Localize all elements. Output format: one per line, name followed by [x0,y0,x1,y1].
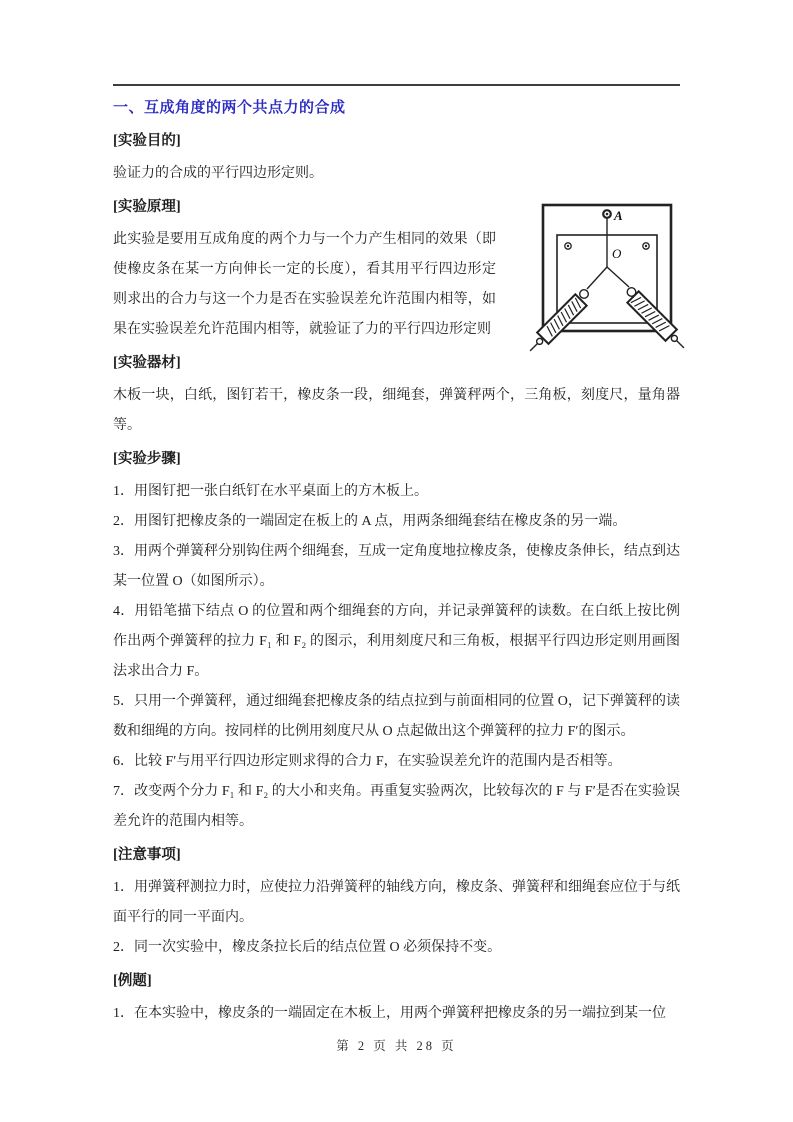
string-left [587,267,607,289]
section-label-examples: [例题] [113,973,152,989]
note-item-1: 1．用弹簧秤测拉力时，应使拉力沿弹簧秤的轴线方向，橡皮条、弹簧秤和细绳套应位于与纸面平行的同一平面内。 [113,880,680,925]
spring-scale-right [627,291,689,352]
step-item-1: 1．用图钉把一张白纸钉在水平桌面上的方木板上。 [113,484,428,499]
point-o-label: O [612,246,622,261]
header-rule [113,84,680,86]
section-label-purpose: [实验目的] [113,133,181,149]
section-label-notes: [注意事项] [113,847,181,863]
page-number-footer: 第 2 页 共 28 页 [336,1039,457,1053]
purpose-text: 验证力的合成的平行四边形定则。 [113,166,323,181]
step-item-4: 4．用铅笔描下结点 O 的位置和两个细绳套的方向，并记录弹簧秤的读数。在白纸上按比例作出两个弹簧秤的拉力 F₁ 和 F₂ 的图示，利用刻度尺和三角板，根据平行四边形定则用画图法求出合力 F。 [113,604,680,679]
point-a-label: A [614,208,623,223]
section-label-principle: [实验原理] [113,199,181,215]
step-item-7: 7．改变两个分力 F₁ 和 F₂ 的大小和夹角。再重复实验两次，比较每次的 F 与 F′是否在实验误差允许的范围内相等。 [113,784,680,829]
example-item-1: 1．在本实验中，橡皮条的一端固定在木板上，用两个弹簧秤把橡皮条的另一端拉到某一位 [113,1006,666,1021]
page-title: 一、互成角度的两个共点力的合成 [113,100,346,116]
anchor-pin-a [603,210,611,218]
apparatus-figure [508,200,704,352]
pin-icon [643,243,649,249]
step-item-6: 6．比较 F′与用平行四边形定则求得的合力 F，在实验误差允许的范围内是否相等。 [113,754,622,769]
principle-text: 此实验是要用互成角度的两个力与一个力产生相同的效果（即使橡皮条在某一方向伸长一定的长度），看其用平行四边形定则求出的合力与这一个力是否在实验误差允许范围内相等，如果在实验误差允许范围内相等，就验证了力的平行四边形定则 [113,232,496,337]
section-label-materials: [实验器材] [113,355,181,371]
step-item-5: 5．只用一个弹簧秤，通过细绳套把橡皮条的结点拉到与前面相同的位置 O，记下弹簧秤的读数和细绳的方向。按同样的比例用刻度尺从 O 点起做出这个弹簧秤的拉力 F′的图示。 [113,694,680,739]
section-label-steps: [实验步骤] [113,451,181,467]
step-item-2: 2．用图钉把橡皮条的一端固定在板上的 A 点，用两条细绳套结在橡皮条的另一端。 [113,514,627,529]
pin-icon [565,243,571,249]
string-right [607,267,629,287]
hook-left-icon [580,290,589,299]
step-item-3: 3．用两个弹簧秤分别钩住两个细绳套，互成一定角度地拉橡皮条，使橡皮条伸长，结点到达某一位置 O（如图所示）。 [113,544,680,589]
materials-text: 木板一块，白纸，图钉若干，橡皮条一段，细绳套，弹簧秤两个，三角板，刻度尺，量角器等。 [113,388,680,433]
note-item-2: 2．同一次实验中，橡皮条拉长后的结点位置 O 必须保持不变。 [113,940,502,955]
apparatus-diagram [508,200,704,352]
